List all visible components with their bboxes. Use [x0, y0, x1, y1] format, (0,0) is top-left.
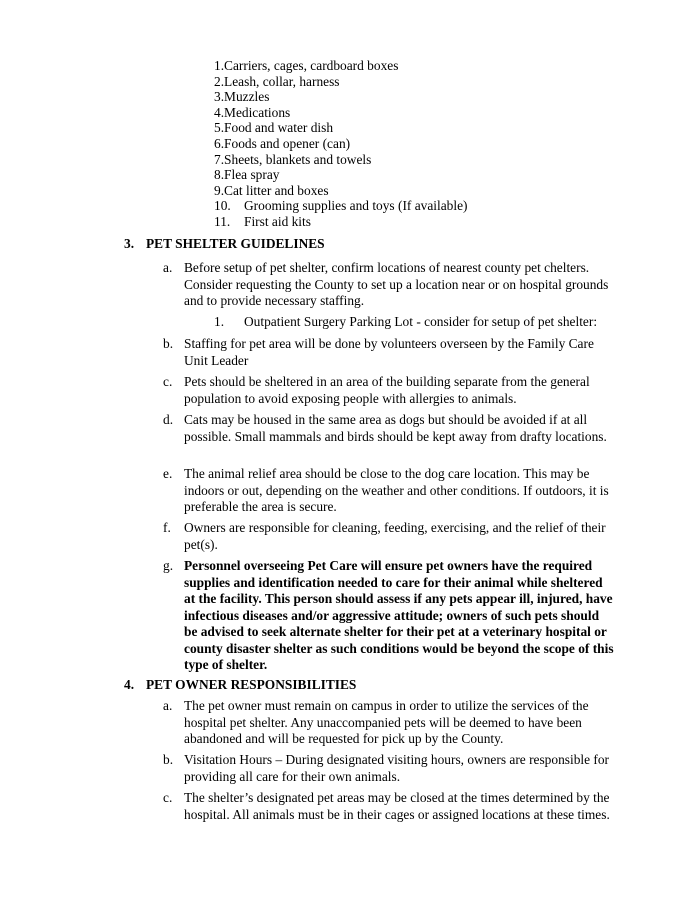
- supply-item: 1.Carriers, cages, cardboard boxes: [214, 58, 399, 73]
- supply-item: 2.Leash, collar, harness: [214, 73, 340, 89]
- parking-lot-sub-item: 1. Outpatient Surgery Parking Lot - consider for setup of pet shelter:: [214, 314, 598, 329]
- supply-item: 10. Grooming supplies and toys (If available): [214, 198, 468, 214]
- guideline-item-d: d. Cats may be housed in the same area as dogs but should be avoided if at all possible. Small mammals and birds should be kept away from drafty locations.: [163, 412, 607, 444]
- responsibility-item-a: a. The pet owner must remain on campus in order to utilize the services of the hospital pet shelter. Any unaccompanied pets will be deemed to have been abandoned and will be requested for pick up by the County.: [163, 698, 589, 746]
- supply-item: 3.Muzzles: [214, 89, 270, 105]
- guideline-item-g: g. Personnel overseeing Pet Care will ensure pet owners have the required supplies and identification needed to care for their animal while sheltered at the facility. This person should assess if any pets appear ill, injured, have infectious diseases and/or aggressive attitude; owners of such pets should be advised to seek alternate shelter for their pet at a veterinary hospital or county disaster shelter as such conditions would be beyond the scope of this type of shelter.: [163, 558, 614, 672]
- supply-item: 9.Cat litter and boxes: [214, 182, 329, 198]
- supply-list: [214, 58, 468, 230]
- guideline-item-a: a. Before setup of pet shelter, confirm locations of nearest county pet chelters. Consider requesting the County to set up a location near or on hospital grounds and to provide necessary staffing.: [163, 260, 609, 308]
- section-heading-pet-owner-responsibilities: 4. PET OWNER RESPONSIBILITIES: [124, 677, 357, 692]
- supply-item: 5.Food and water dish: [214, 120, 334, 136]
- responsibility-item-b: b. Visitation Hours – During designated visiting hours, owners are responsible for providing all care for their own animals.: [163, 752, 610, 784]
- supply-item: 11. First aid kits: [214, 213, 311, 229]
- guideline-item-e: e. The animal relief area should be close to the dog care location. This may be indoors or out, depending on the weather and other conditions. If outdoors, it is preferable the area is secure.: [163, 466, 609, 514]
- guideline-item-b: b. Staffing for pet area will be done by volunteers overseen by the Family Care Unit Leader: [163, 336, 594, 368]
- guideline-item-f: f. Owners are responsible for cleaning, feeding, exercising, and the relief of their pet(s).: [163, 520, 606, 552]
- responsibility-item-c: c. The shelter’s designated pet areas may be closed at the times determined by the hospital. All animals must be in their cages or assigned locations at these times.: [163, 790, 610, 822]
- section-heading-pet-shelter-guidelines: 3. PET SHELTER GUIDELINES: [124, 236, 325, 251]
- guideline-item-c: c. Pets should be sheltered in an area of the building separate from the general population to avoid exposing people with allergies to animals.: [163, 374, 590, 406]
- supply-item: 6.Foods and opener (can): [214, 135, 351, 151]
- supply-item: 4.Medications: [214, 104, 291, 120]
- supply-item: 8.Flea spray: [214, 167, 280, 183]
- supply-item: 7.Sheets, blankets and towels: [214, 151, 372, 167]
